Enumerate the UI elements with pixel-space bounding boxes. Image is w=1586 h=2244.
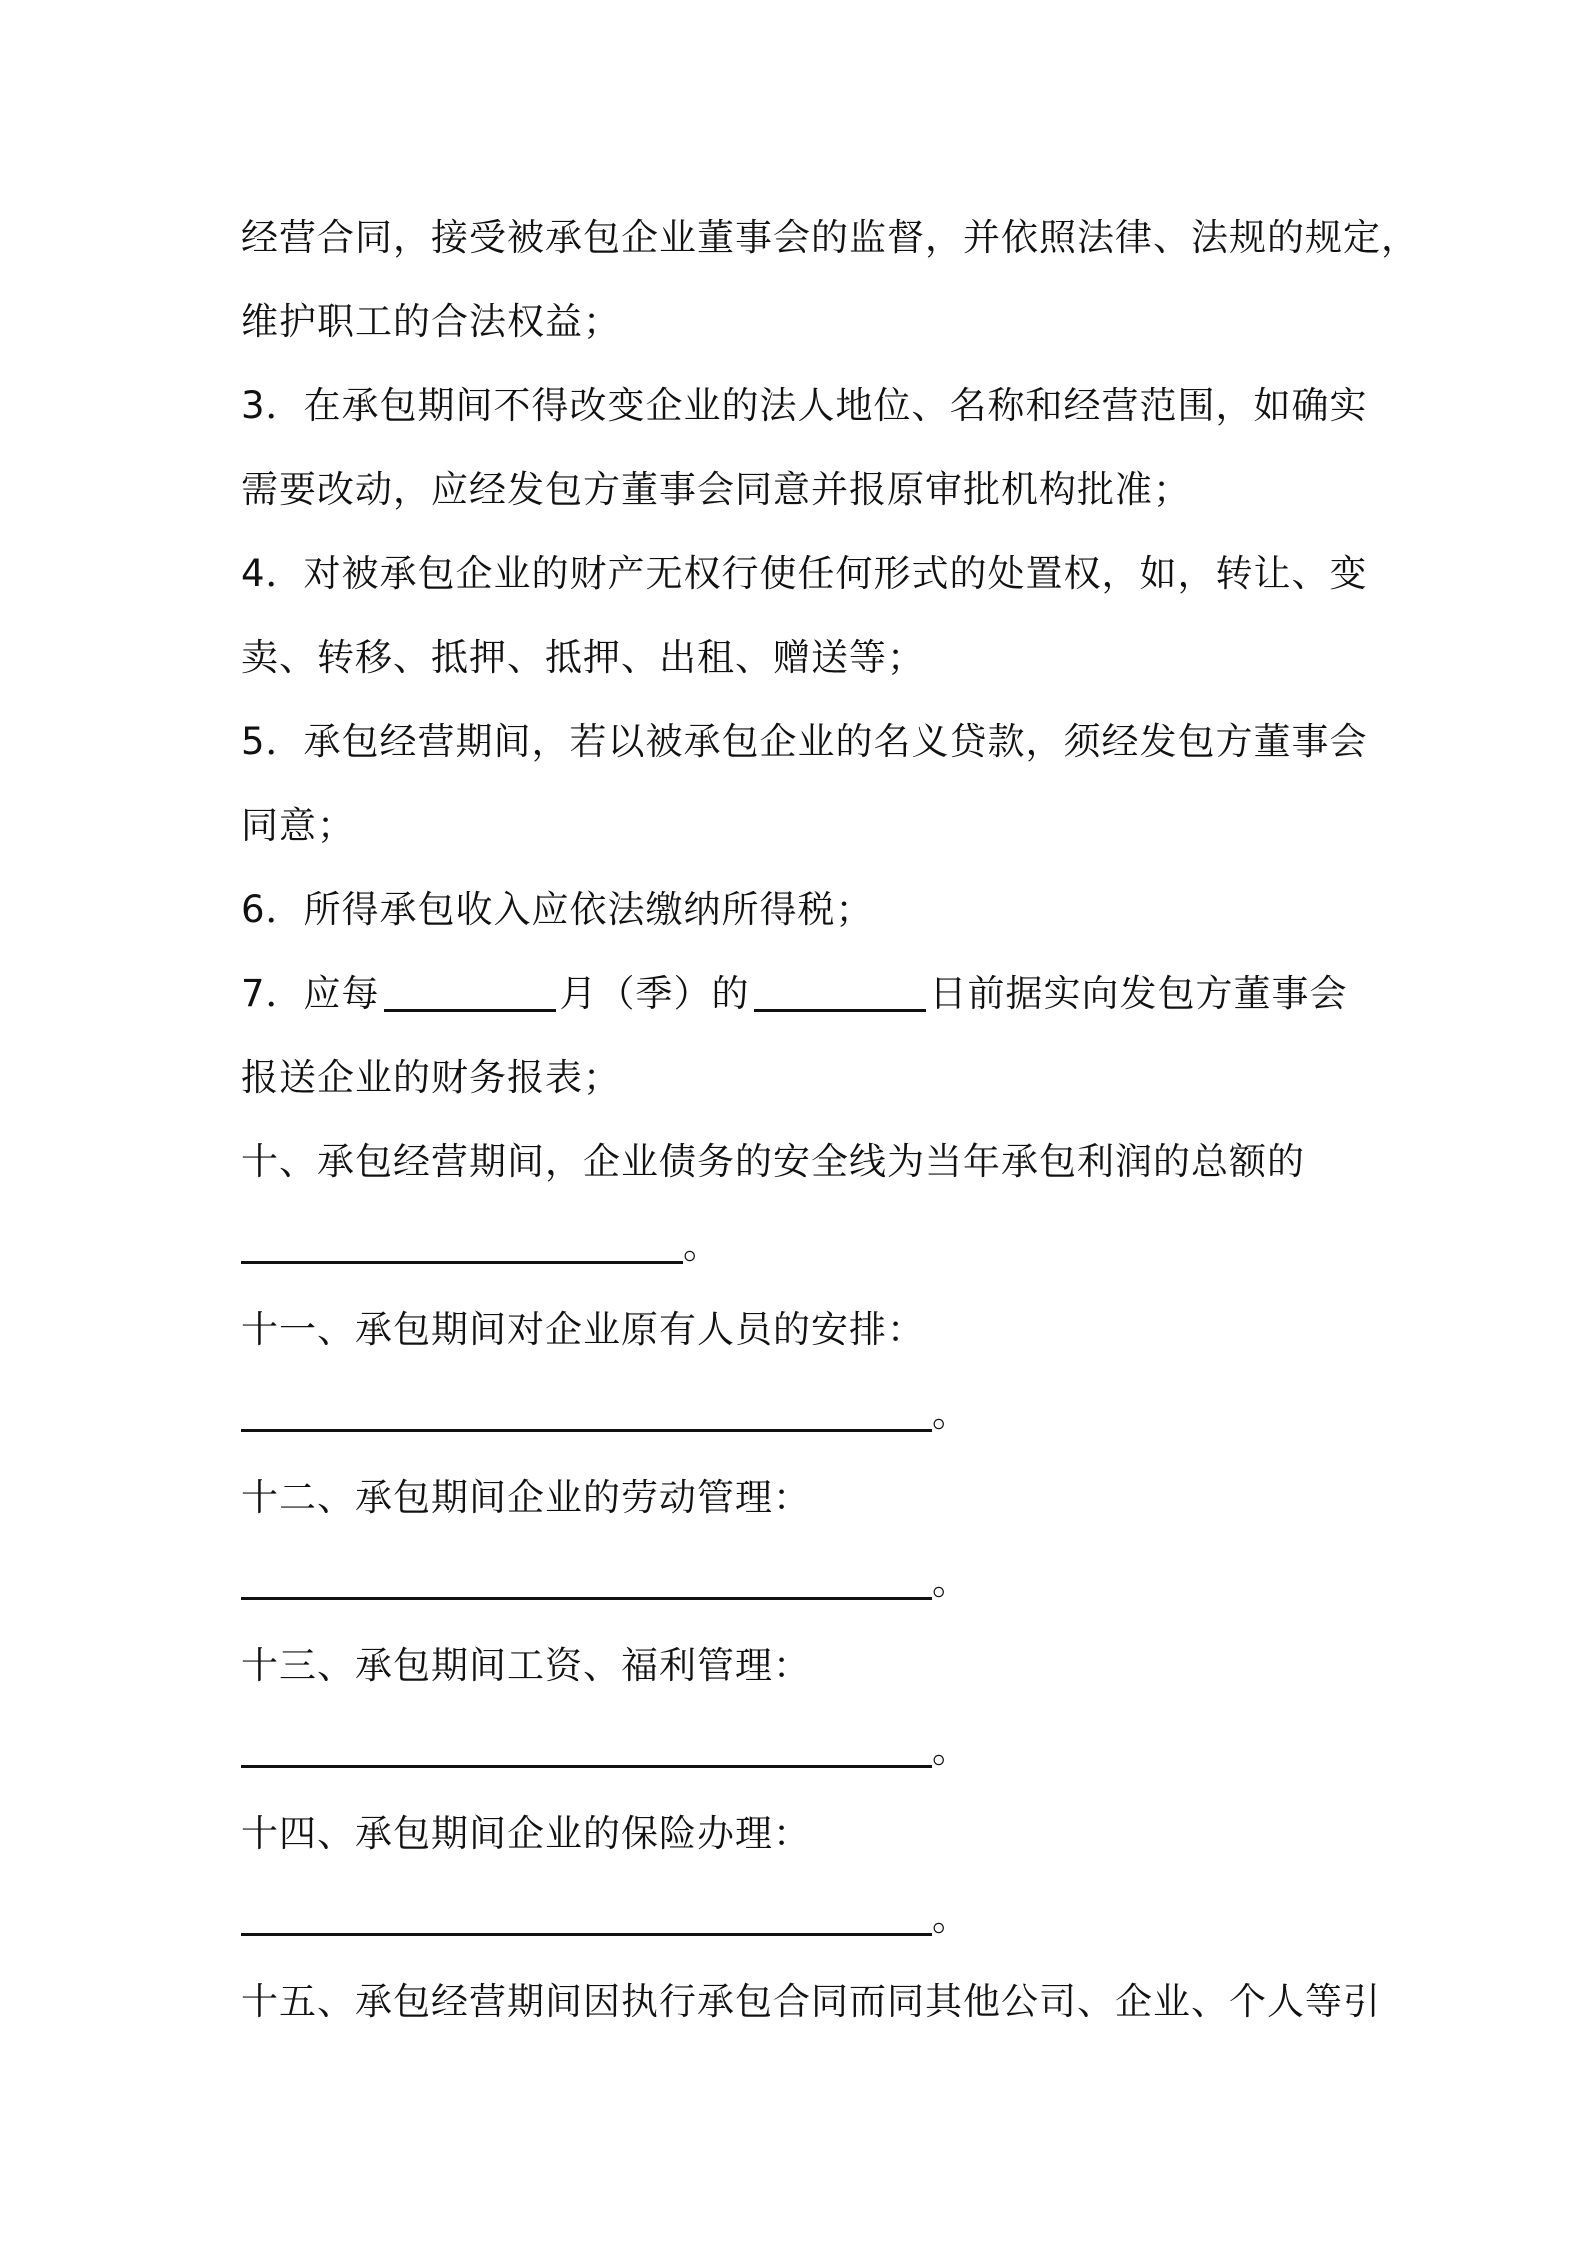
clause-12-heading: 十二、承包期间企业的劳动管理： [241,1476,811,1519]
debt-limit-blank-field[interactable] [241,1223,683,1264]
clause-15-heading: 十五、承包经营期间因执行承包合同而同其他公司、企业、个人等引 [241,1980,1381,2023]
period-mark: 。 [932,1728,970,1771]
month-blank-field[interactable] [384,971,556,1012]
labor-management-blank-field[interactable] [241,1559,932,1600]
item-4-line: 4．对被承包企业的财产无权行使任何形式的处置权，如，转让、变 [241,552,1368,595]
clause-10-answer-line [241,1204,1361,1288]
item-3-line: 3．在承包期间不得改变企业的法人地位、名称和经营范围，如确实 [241,384,1368,427]
paragraph-line: 经营合同，接受被承包企业董事会的监督，并依照法律、法规的规定， [241,216,1419,259]
wage-welfare-blank-field[interactable] [241,1727,932,1768]
clause-14-answer-line [241,1876,1361,1960]
clause-13-heading: 十三、承包期间工资、福利管理： [241,1644,811,1687]
paragraph-line: 需要改动，应经发包方董事会同意并报原审批机构批准； [241,468,1191,511]
paragraph-line: 同意； [241,804,355,847]
item-6-line: 6．所得承包收入应依法缴纳所得税； [241,888,874,931]
clause-12-answer-line [241,1540,1361,1624]
item-7-suffix: 日前据实向发包方董事会 [929,972,1348,1015]
insurance-blank-field[interactable] [241,1895,932,1936]
contract-body [241,196,1419,2044]
clause-14-heading: 十四、承包期间企业的保险办理： [241,1812,811,1855]
staff-arrangement-blank-field[interactable] [241,1391,932,1432]
day-blank-field[interactable] [754,971,926,1012]
paragraph-line: 卖、转移、抵押、抵押、出租、赠送等； [241,636,925,679]
paragraph-line: 报送企业的财务报表； [241,1056,621,1099]
clause-13-answer-line [241,1708,1361,1792]
item-5-line: 5．承包经营期间，若以被承包企业的名义贷款，须经发包方董事会 [241,720,1368,763]
clause-11-heading: 十一、承包期间对企业原有人员的安排： [241,1308,925,1351]
period-mark: 。 [683,1224,721,1267]
period-mark: 。 [932,1560,970,1603]
clause-10-heading: 十、承包经营期间，企业债务的安全线为当年承包利润的总额的 [241,1140,1305,1183]
period-mark: 。 [932,1392,970,1435]
item-7-prefix: 7．应每 [241,972,380,1015]
clause-11-answer-line [241,1372,1361,1456]
paragraph-line: 维护职工的合法权益； [241,300,621,343]
item-7-line [241,952,1361,1036]
period-mark: 。 [932,1896,970,1939]
item-7-middle: 月（季）的 [559,972,750,1015]
